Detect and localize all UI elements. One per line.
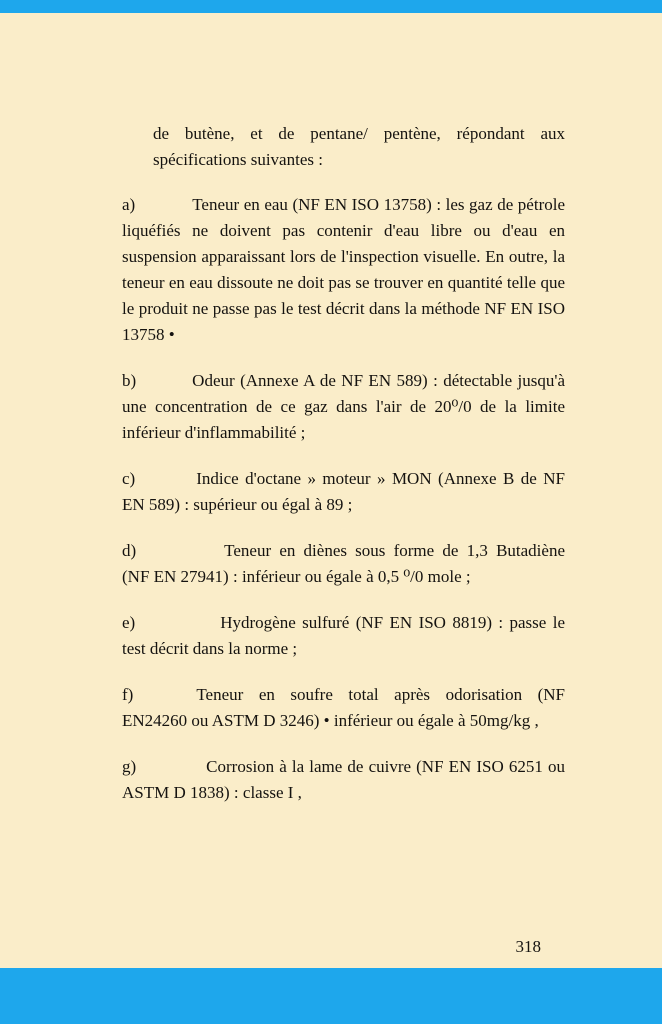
item-text-f: Teneur en soufre total après odorisation (NF EN24260 ou ASTM D 3246) • inférieur ou égale à 50mg/kg , xyxy=(122,685,565,730)
item-label-e: e) xyxy=(122,613,136,632)
item-label-c: c) xyxy=(122,469,136,488)
paragraph-intro xyxy=(153,121,565,173)
paragraph-item-c xyxy=(122,466,565,518)
paragraph-item-f xyxy=(122,682,565,734)
item-text-d: Teneur en diènes sous forme de 1,3 Butadiène (NF EN 27941) : inférieur ou égale à 0,5 ⁰/0 mole ; xyxy=(122,541,565,586)
intro-text: de butène, et de pentane/ pentène, répondant aux spécifications suivantes : xyxy=(153,124,565,169)
top-border-bar xyxy=(0,0,662,13)
paragraph-item-e xyxy=(122,610,565,662)
item-label-a: a) xyxy=(122,195,136,214)
item-text-b: Odeur (Annexe A de NF EN 589) : détectable jusqu'à une concentration de ce gaz dans l'air de 20⁰/0 de la limite inférieur d'inflammabilité ; xyxy=(122,371,565,442)
bottom-border-bar xyxy=(0,968,662,1024)
item-text-g: Corrosion à la lame de cuivre (NF EN ISO 6251 ou ASTM D 1838) : classe I , xyxy=(122,757,565,802)
tab-spacer xyxy=(135,209,192,210)
item-label-g: g) xyxy=(122,757,137,776)
tab-spacer xyxy=(135,483,196,484)
item-text-c: Indice d'octane » moteur » MON (Annexe B de NF EN 589) : supérieur ou égal à 89 ; xyxy=(122,469,565,514)
tab-spacer xyxy=(136,771,206,772)
item-label-b: b) xyxy=(122,371,137,390)
tab-spacer xyxy=(133,699,196,700)
paragraph-item-b xyxy=(122,368,565,446)
tab-spacer xyxy=(136,555,224,556)
item-label-f: f) xyxy=(122,685,134,704)
item-label-d: d) xyxy=(122,541,137,560)
paragraph-item-g xyxy=(122,754,565,806)
item-text-e: Hydrogène sulfuré (NF EN ISO 8819) : passe le test décrit dans la norme ; xyxy=(122,613,565,658)
paragraph-item-d xyxy=(122,538,565,590)
page-content xyxy=(122,121,565,826)
paragraph-item-a xyxy=(122,192,565,348)
tab-spacer xyxy=(136,385,192,386)
page-number: 318 xyxy=(515,937,541,956)
tab-spacer xyxy=(135,627,220,628)
item-text-a: Teneur en eau (NF EN ISO 13758) : les gaz de pétrole liquéfiés ne doivent pas contenir d'eau libre ou d'eau en suspension apparaissant lors de l'inspection visuelle. En outre, la teneur en eau dissoute ne doit pas se trouver en quantité telle que le produit ne passe pas le test décrit dans la méthode NF EN ISO 13758 • xyxy=(122,195,565,344)
